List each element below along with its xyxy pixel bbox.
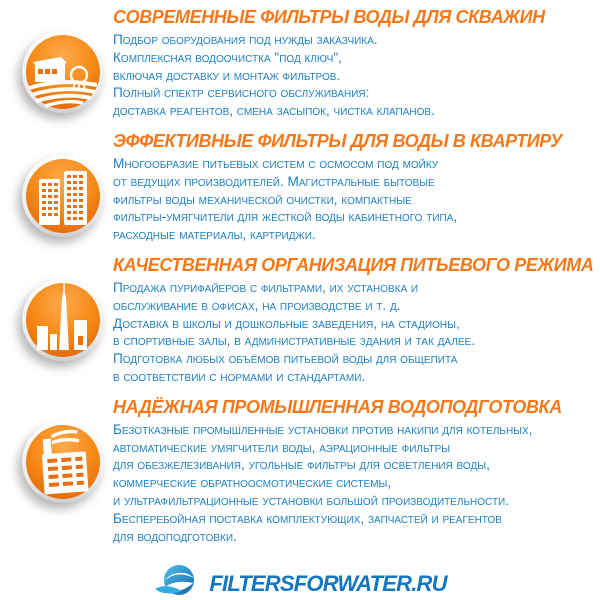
text-line: обслуживание в офисах, на производстве и т. д. bbox=[113, 297, 401, 313]
section-heading: НАДЁЖНАЯ ПРОМЫШЛЕННАЯ ВОДОПОДГОТОВКА bbox=[113, 396, 562, 417]
section-text bbox=[113, 155, 594, 244]
apartment-buildings-icon bbox=[21, 154, 105, 238]
section-text bbox=[113, 31, 594, 120]
logo-text: FILTERSFORWATER.RU bbox=[209, 570, 447, 596]
text-line: Продажа пурифайеров с фильтрами, их установка и bbox=[113, 279, 419, 295]
section-heading: ЭФФЕКТИВНЫЕ ФИЛЬТРЫ ДЛЯ ВОДЫ В КВАРТИРУ bbox=[113, 130, 562, 151]
section-drinking-regime bbox=[0, 255, 600, 386]
section-industrial bbox=[0, 397, 600, 546]
text-line: Многообразие питьевых систем с осмосом под мойку bbox=[113, 155, 439, 171]
text-line: фильтры-умягчители для жёсткой воды кабинетного типа, bbox=[113, 209, 458, 225]
text-line: доставка реагентов, смена засыпок, чистка клапанов. bbox=[113, 103, 435, 119]
section-heading: КАЧЕСТВЕННАЯ ОРГАНИЗАЦИЯ ПИТЬЕВОГО РЕЖИМА bbox=[113, 254, 594, 275]
farm-well-icon bbox=[21, 30, 105, 114]
text-line: Доставка в школы и дошкольные заведения, на стадионы, bbox=[113, 315, 460, 331]
city-skyline-icon bbox=[21, 278, 105, 362]
industrial-factory-icon bbox=[21, 420, 105, 504]
text-line: Безотказные промышленные установки против накипи для котельных, bbox=[113, 421, 533, 437]
text-line: от ведущих производителей. Магистральные бытовые bbox=[113, 173, 435, 189]
text-line: Подбор оборудования под нужды заказчика. bbox=[113, 32, 378, 47]
section-wells bbox=[0, 7, 600, 120]
section-heading: СОВРЕМЕННЫЕ ФИЛЬТРЫ ВОДЫ ДЛЯ СКВАЖИН bbox=[113, 7, 545, 27]
text-line: Подготовка любых объёмов питьевой воды для общепита bbox=[113, 351, 458, 367]
text-line: Полный спектр сервисного обслуживания: bbox=[113, 85, 370, 101]
text-line: фильтры воды механической очистки, компактные bbox=[113, 191, 412, 207]
section-text bbox=[113, 279, 594, 386]
section-apartment bbox=[0, 131, 600, 244]
text-line: коммерческие обратноосмотические системы, bbox=[113, 475, 392, 491]
text-line: включая доставку и монтаж фильтров. bbox=[113, 67, 341, 83]
text-line: в соответствии с нормами и стандартами. bbox=[113, 368, 366, 384]
water-wave-logo-icon bbox=[153, 561, 201, 600]
text-line: расходные материалы, картриджи. bbox=[113, 227, 316, 243]
text-line: автоматические умягчители воды, аэрационные фильтры bbox=[113, 439, 451, 455]
text-line: в спортивные залы, в административные здания и так далее. bbox=[113, 333, 476, 349]
text-line: Комплексная водоочистка "под ключ", bbox=[113, 49, 342, 65]
text-line: Бесперебойная поставка комплектующих, запчастей и реагентов bbox=[113, 510, 502, 526]
text-line: и ультрафильтрационные установки большой производительности. bbox=[113, 492, 510, 508]
text-line: для обезжелезивания, угольные фильтры для осветления воды, bbox=[113, 457, 490, 473]
site-logo[interactable] bbox=[0, 561, 600, 600]
text-line: для водоподготовки. bbox=[113, 528, 237, 544]
section-text bbox=[113, 421, 594, 546]
